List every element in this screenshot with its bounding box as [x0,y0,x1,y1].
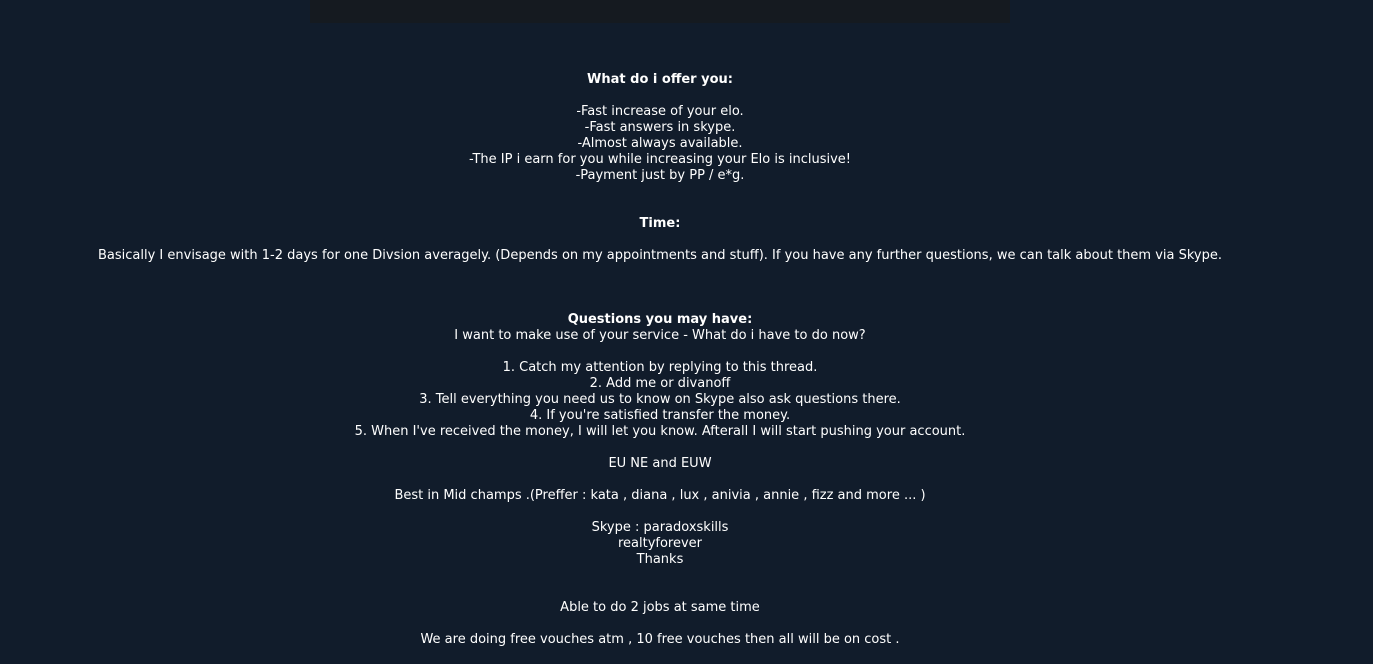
offer-item: -Almost always available. [577,136,743,151]
time-heading: Time: [639,216,681,231]
questions-heading: Questions you may have: [567,312,753,327]
thanks-text: Thanks [636,552,684,567]
step-item: 4. If you're satisfied transfer the money. [529,408,791,423]
post-body [0,72,1320,648]
offer-item: -Fast answers in skype. [584,120,736,135]
offer-item: -The IP i earn for you while increasing your Elo is inclusive! [468,152,852,167]
vouches-text: We are doing free vouches atm , 10 free vouches then all will be on cost . [420,632,900,647]
question-text: I want to make use of your service - What do i have to do now? [454,328,866,343]
servers-text: EU NE and EUW [608,456,712,471]
offer-item: -Fast increase of your elo. [576,104,744,119]
step-item: 3. Tell everything you need us to know on Skype also ask questions there. [419,392,901,407]
skype-contact: Skype : paradoxskills [591,520,729,535]
time-text: Basically I envisage with 1-2 days for one Divsion averagely. (Depends on my appointments and stuff). If you have any further questions, we can talk about them via Skype. [97,248,1222,263]
step-item: 5. When I've received the money, I will let you know. Afterall I will start pushing your account. [354,424,966,439]
jobs-text: Able to do 2 jobs at same time [560,600,760,615]
alt-contact: realtyforever [617,536,703,551]
offer-item: -Payment just by PP / e*g. [575,168,745,183]
offer-heading: What do i offer you: [587,72,733,87]
step-item: 1. Catch my attention by replying to this thread. [502,360,818,375]
header-bar [310,0,1010,23]
step-item: 2. Add me or divanoff [589,376,731,391]
champs-text: Best in Mid champs .(Preffer : kata , diana , lux , anivia , annie , fizz and more ... ) [394,488,926,503]
